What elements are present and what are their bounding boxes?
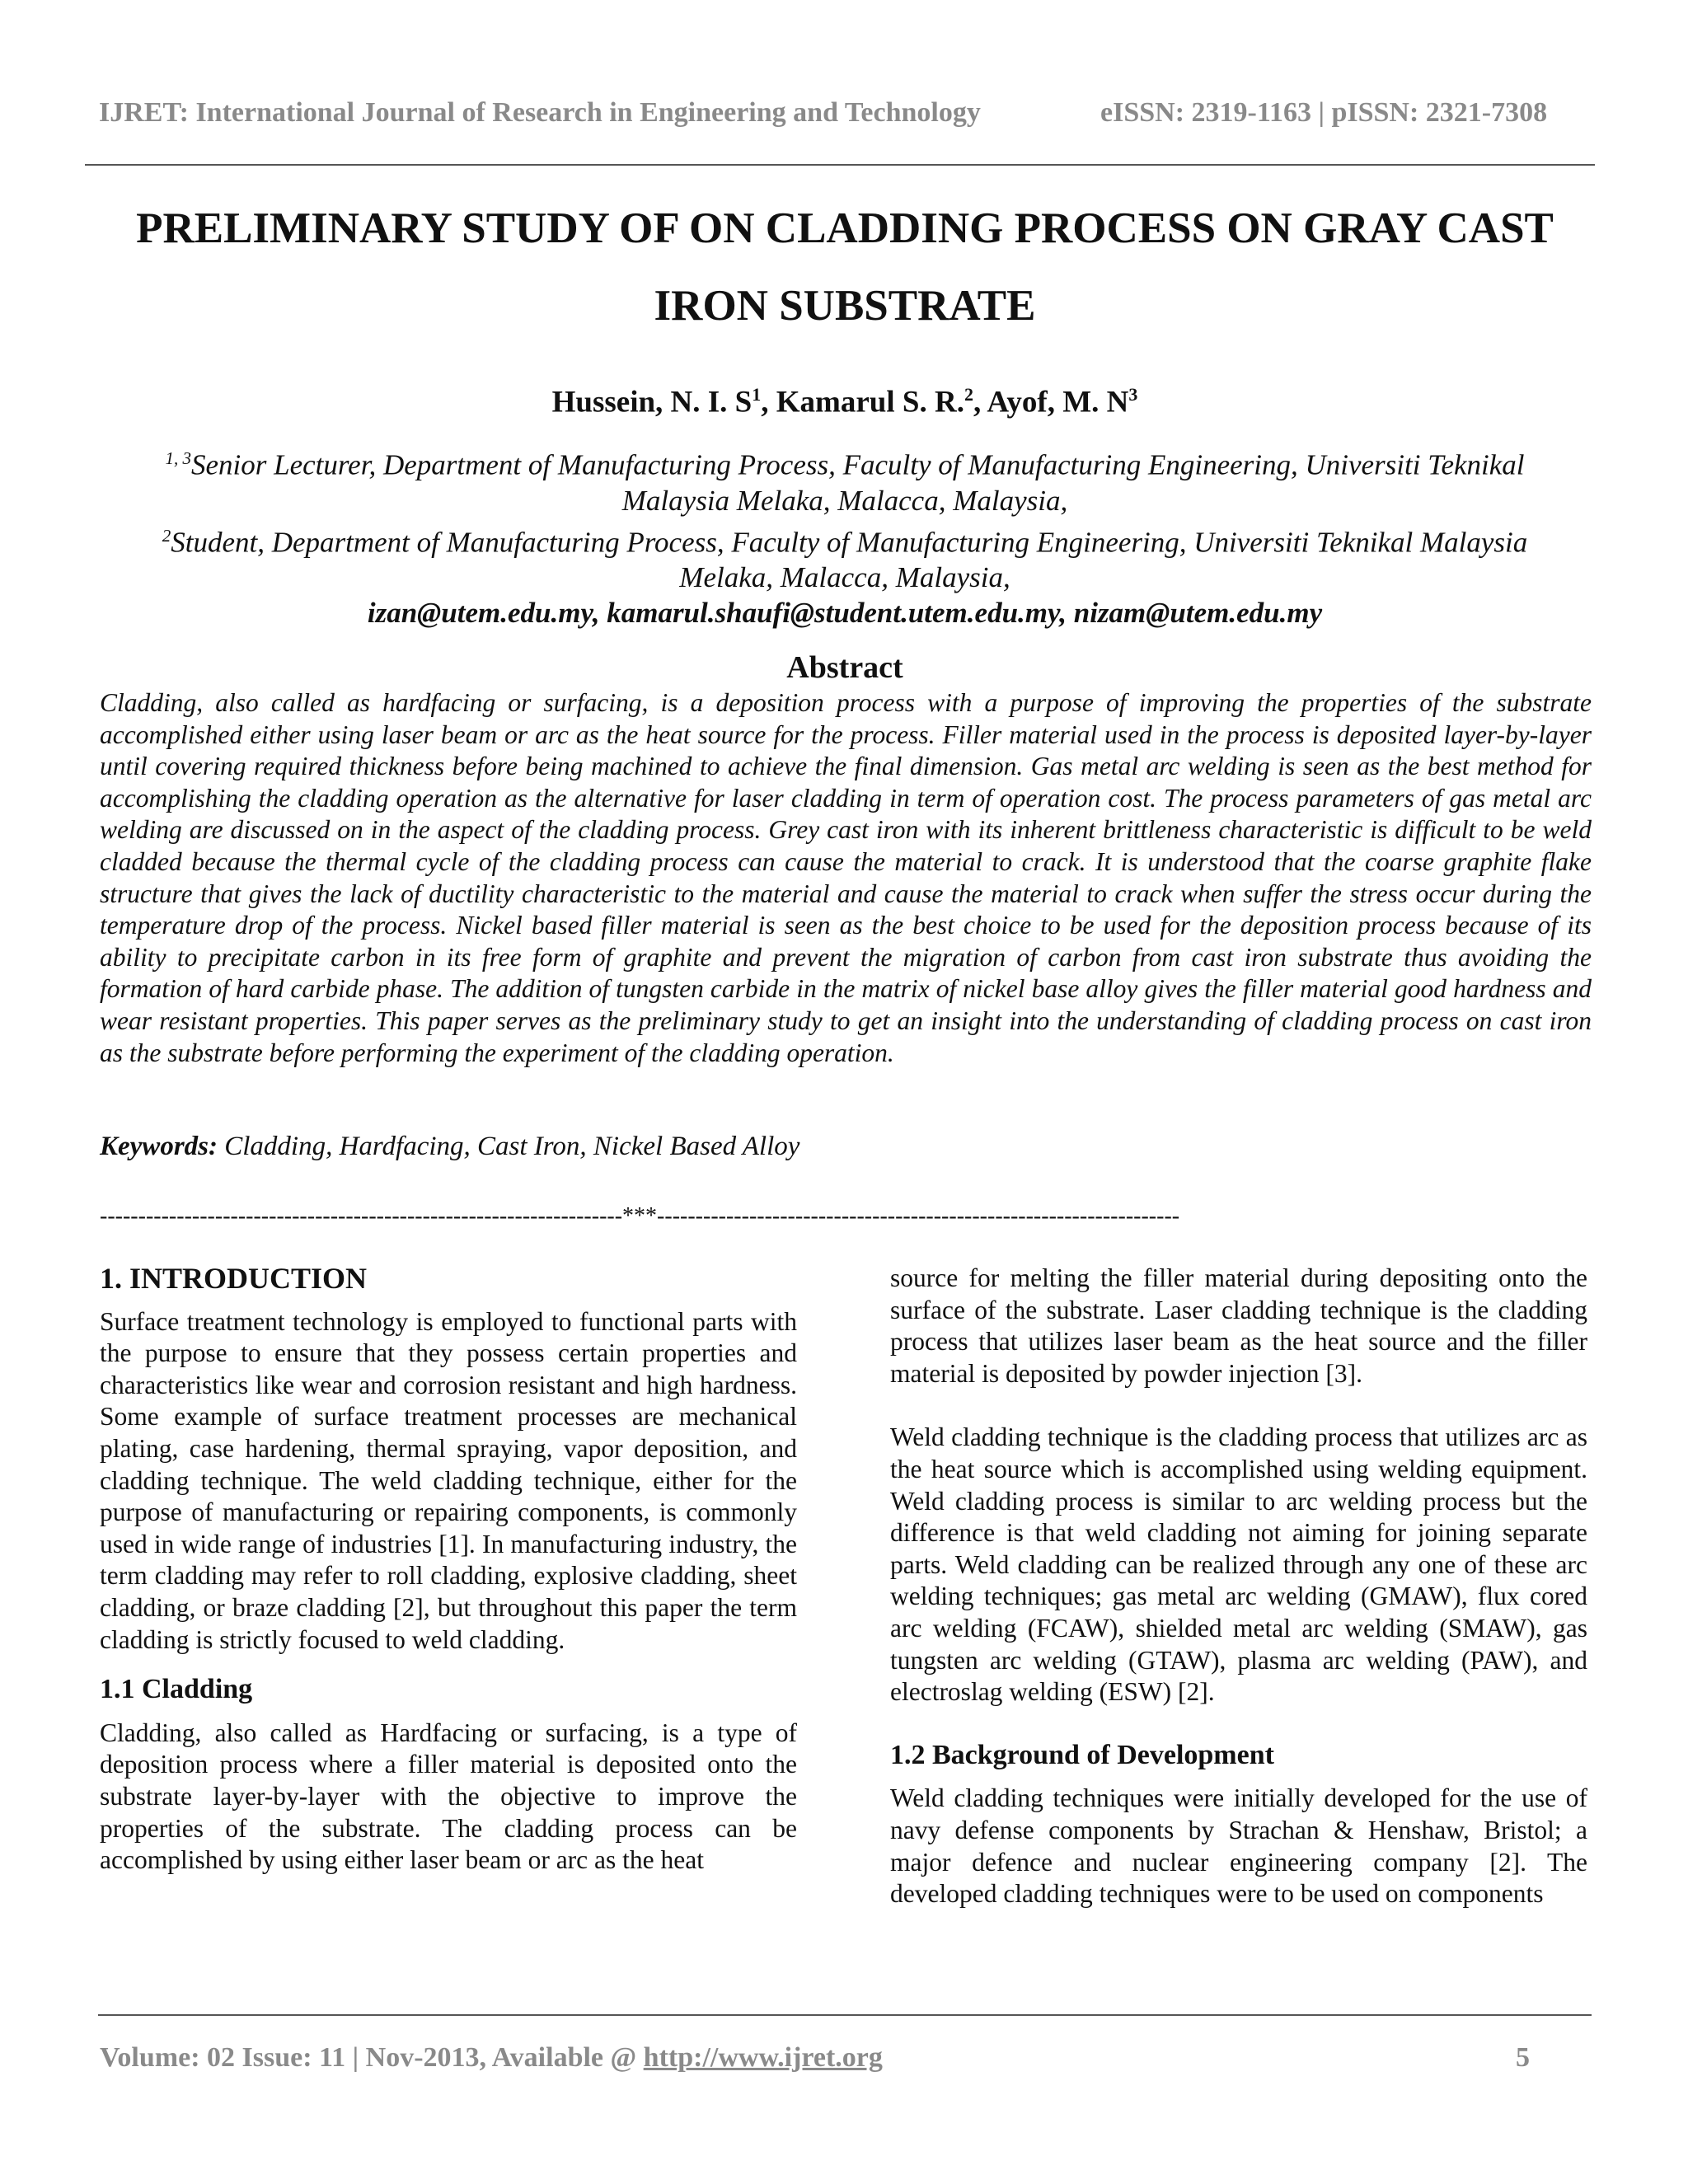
footer-volume: Volume: 02 Issue: 11 | Nov-2013, Available @: [100, 2042, 644, 2073]
introduction-heading: 1. INTRODUCTION: [100, 1262, 368, 1295]
running-header: [99, 97, 1582, 129]
header-rule: [85, 164, 1595, 166]
introduction-paragraph: Surface treatment technology is employed to functional parts with the purpose to ensure that they possess certain properties and characteristics like wear and corrosion resistant and high hardness. Some example of surface treatment processes are mechanical plating, case hardening, thermal spraying, vapor deposition, and cladding technique. The weld cladding technique, either for the purpose of manufacturing or repairing components, is commonly used in wide range of industries [1]. In manufacturing industry, the term cladding may refer to roll cladding, explosive cladding, sheet cladding, or braze cladding [2], but throughout this paper the term cladding is strictly focused to weld cladding.: [100, 1306, 797, 1654]
abstract-heading: Abstract: [786, 650, 903, 685]
abstract-text: Cladding, also called as hardfacing or surfacing, is a deposition process with a purpose of improving the properties of the substrate accomplished either using laser beam or arc as the heat source for the process. Filler material used in the process is deposited layer-by-layer until covering required thickness before being machined to achieve the final dimension. Gas metal arc welding is seen as the best method for accomplishing the cladding operation as the alternative for laser cladding in term of operation cost. The process parameters of gas metal arc welding are discussed on in the aspect of the cladding process. Grey cast iron with its inherent brittleness characteristic is difficult to be weld cladded because the thermal cycle of the cladding process can cause the material to crack. It is understood that the coarse graphite flake structure that gives the lack of ductility characteristic to the material and cause the material to crack when suffer the stress occur during the temperature drop of the process. Nickel based filler material is seen as the best choice to be used for the deposition process because of its ability to precipitate carbon in its free form of graphite and prevent the migration of carbon from cast iron substrate thus avoiding the formation of hard carbide phase. The addition of tungsten carbide in the matrix of nickel base alloy gives the filler material good hardness and wear resistant properties. This paper serves as the preliminary study to get an insight into the understanding of cladding process on cast iron as the substrate before performing the experiment of the cladding operation.: [100, 688, 1592, 1067]
affiliation-2-line-1: Student, Department of Manufacturing Process, Faculty of Manufacturing Engineering, Universiti Teknikal Malaysia: [171, 526, 1528, 559]
affiliation-1-line-2: Malaysia Melaka, Malacca, Malaysia,: [621, 484, 1068, 517]
right-paragraph-2: Weld cladding technique is the cladding process that utilizes arc as the heat source which is accomplished using welding equipment. Weld cladding process is similar to arc welding process but the difference is that weld cladding not aiming for joining separate parts. Weld cladding can be realized through any one of these arc welding techniques; gas metal arc welding (GMAW), flux cored arc welding (FCAW), shielded metal arc welding (SMAW), gas tungsten arc welding (GTAW), plasma arc welding (PAW), and electroslag welding (ESW) [2].: [890, 1422, 1587, 1707]
author-3: , Ayof, M. N: [973, 385, 1129, 419]
background-heading: 1.2 Background of Development: [890, 1739, 1274, 1770]
author-3-sup: 3: [1128, 384, 1138, 405]
author-list: [91, 384, 1599, 419]
affiliations: [91, 441, 1599, 630]
left-column: [100, 1263, 797, 1877]
paper-title: [91, 190, 1599, 344]
author-2: , Kamarul S. R.: [761, 385, 964, 419]
journal-link[interactable]: http://www.ijret.org: [643, 2042, 883, 2073]
journal-name: IJRET: International Journal of Research in Engineering and Technology: [99, 97, 981, 128]
affiliation-1-line-1: Senior Lecturer, Department of Manufacturing Process, Faculty of Manufacturing Engineering, Universiti Teknikal: [190, 448, 1525, 481]
cladding-paragraph: Cladding, also called as Hardfacing or surfacing, is a type of deposition process where a filler material is deposited onto the substrate layer-by-layer with the objective to improve the properties of the substrate. The cladding process can be accomplished by using either laser beam or arc as the heat: [100, 1718, 797, 1875]
section-separator: --------------------------------------------------------------------***--------------------------------------------------------------------: [100, 1203, 1180, 1229]
right-paragraph-1: source for melting the filler material during depositing onto the surface of the substrate. Laser cladding technique is the cladding process that utilizes laser beam as the heat source and the filler material is deposited by powder injection [3].: [890, 1263, 1587, 1388]
background-paragraph: Weld cladding techniques were initially developed for the use of navy defense components by Strachan & Henshaw, Bristol; a major defence and nuclear engineering company [2]. The developed cladding techniques were to be used on components: [890, 1783, 1587, 1909]
affiliation-2-line-2: Melaka, Malacca, Malaysia,: [679, 561, 1010, 594]
right-column: [890, 1263, 1587, 1910]
running-footer: [100, 2042, 1583, 2074]
author-1: Hussein, N. I. S: [551, 385, 753, 419]
page-number: 5: [1516, 2042, 1530, 2073]
keywords-label: Keywords:: [100, 1132, 218, 1161]
cladding-heading: 1.1 Cladding: [100, 1674, 253, 1705]
title-line-1: PRELIMINARY STUDY OF ON CLADDING PROCESS ON GRAY CAST: [136, 204, 1554, 252]
affiliation-1-sup: 1, 3: [165, 448, 191, 468]
keywords: [100, 1132, 1592, 1162]
keywords-text: Cladding, Hardfacing, Cast Iron, Nickel Based Alloy: [218, 1132, 800, 1161]
title-line-2: IRON SUBSTRATE: [654, 282, 1036, 330]
affiliation-2-sup: 2: [162, 525, 171, 546]
author-2-sup: 2: [964, 384, 973, 405]
author-emails: izan@utem.edu.my, kamarul.shaufi@student.utem.edu.my, nizam@utem.edu.my: [367, 597, 1323, 630]
issn: eISSN: 2319-1163 | pISSN: 2321-7308: [1100, 97, 1548, 128]
footer-rule: [98, 2014, 1592, 2016]
author-1-sup: 1: [752, 384, 762, 405]
